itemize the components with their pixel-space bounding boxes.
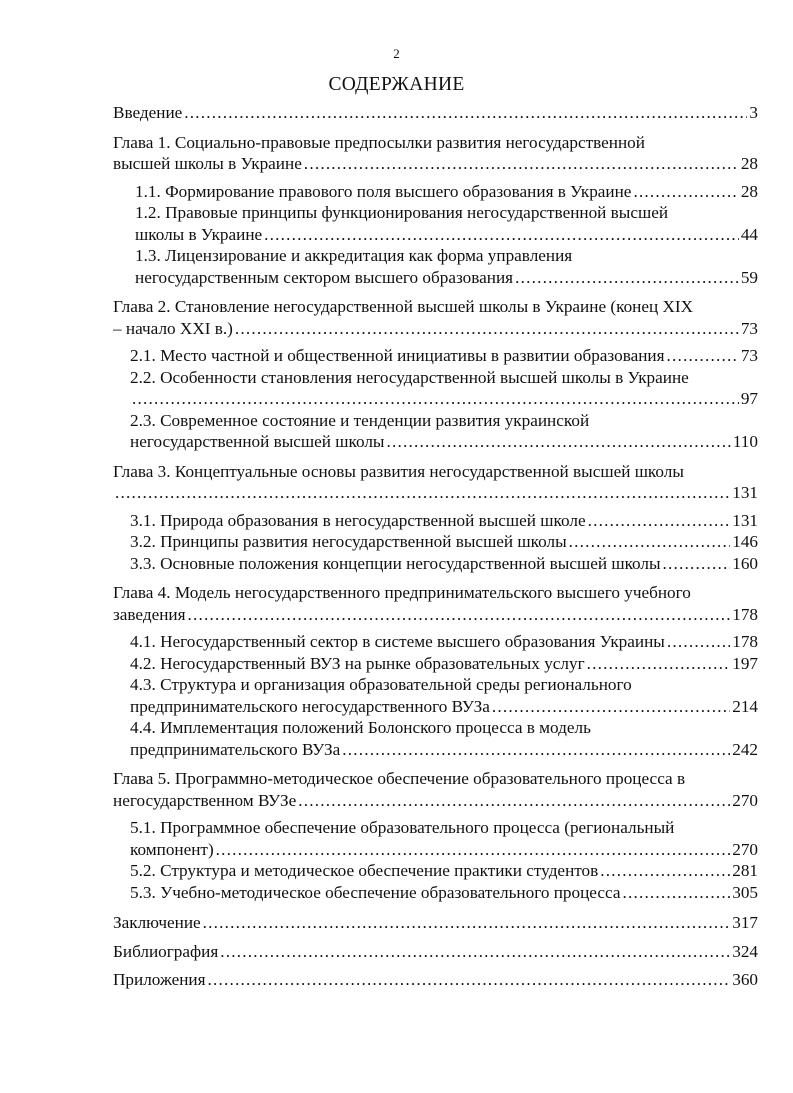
toc-entry-leader-row bbox=[113, 482, 758, 504]
dot-leader bbox=[216, 839, 731, 861]
page-number: 2 bbox=[393, 46, 400, 61]
dot-leader bbox=[667, 345, 739, 367]
toc-entry-title-line: Глава 2. Становление негосударственной высшей школы в Украине (конец XIX bbox=[113, 297, 694, 316]
dot-leader bbox=[264, 224, 739, 246]
toc-entry-leader-row bbox=[113, 790, 758, 812]
toc-entry[interactable] bbox=[130, 817, 758, 860]
dot-leader bbox=[184, 102, 747, 124]
toc-entry-title: 2.1. Место частной и общественной инициативы в развитии образования bbox=[130, 346, 665, 365]
toc-entry-title: заведения bbox=[113, 604, 186, 624]
toc-entry-leader-row bbox=[113, 102, 758, 124]
toc-entry-title: предпринимательского ВУЗа bbox=[130, 739, 341, 759]
toc-entry-page-number: 3 bbox=[749, 103, 758, 122]
dot-leader bbox=[663, 553, 731, 575]
dot-leader bbox=[132, 388, 739, 410]
toc-entry-title-line: 4.4. Имплементация положений Болонского процесса в модель bbox=[130, 718, 591, 737]
dot-leader bbox=[600, 860, 730, 882]
toc-entry-title: Библиография bbox=[113, 941, 219, 961]
toc-entry-title-line: 4.3. Структура и организация образовательной среды регионального bbox=[130, 675, 632, 694]
toc-entry-title-line: 5.1. Программное обеспечение образовательного процесса (региональный bbox=[130, 818, 675, 837]
toc-entry-title: Заключение bbox=[113, 913, 201, 932]
toc-entry-title: предпринимательского негосударственного ВУЗа bbox=[130, 696, 490, 716]
toc-entry-page-number: 178 bbox=[732, 604, 758, 624]
toc-entry-title-line: Глава 4. Модель негосударственного предпринимательского высшего учебного bbox=[113, 583, 691, 602]
toc-entry-leader-row bbox=[130, 653, 758, 675]
dot-leader bbox=[115, 482, 730, 504]
toc-entry[interactable] bbox=[113, 461, 758, 504]
toc-entry-title-line: 1.3. Лицензирование и аккредитация как форма управления bbox=[135, 246, 573, 265]
dot-leader bbox=[342, 739, 730, 761]
toc-entry[interactable] bbox=[135, 245, 758, 288]
toc-entry[interactable] bbox=[130, 510, 758, 532]
toc-entry[interactable] bbox=[135, 202, 758, 245]
toc-entry-leader-row bbox=[130, 345, 758, 367]
toc-entry-leader-row bbox=[135, 224, 758, 246]
toc-entry-page-number: 146 bbox=[732, 532, 758, 551]
dot-leader bbox=[220, 941, 730, 963]
dot-leader bbox=[633, 181, 738, 203]
dot-leader bbox=[203, 912, 731, 934]
toc-entry-leader-row bbox=[130, 631, 758, 653]
toc-entry-leader-row bbox=[113, 153, 758, 175]
toc-entry-page-number: 73 bbox=[740, 346, 758, 365]
toc-entry-leader-row bbox=[130, 510, 758, 532]
toc-entry-leader-row bbox=[113, 604, 758, 626]
toc-entry-leader-row bbox=[130, 696, 758, 718]
toc-entry-leader-row bbox=[130, 388, 758, 410]
dot-leader bbox=[304, 153, 739, 175]
toc-entry[interactable] bbox=[113, 102, 758, 124]
toc-entry-page-number: 281 bbox=[732, 861, 758, 880]
toc-entry-leader-row bbox=[135, 267, 758, 289]
toc-entry[interactable] bbox=[130, 553, 758, 575]
toc-entry-title-line: 2.2. Особенности становления негосударственной высшей школы в Украине bbox=[130, 367, 689, 387]
toc-entry[interactable] bbox=[113, 941, 758, 963]
toc-entry-page-number: 131 bbox=[732, 510, 758, 530]
toc-entry-title: 4.1. Негосударственный сектор в системе высшего образования Украины bbox=[130, 632, 665, 651]
toc-entry[interactable] bbox=[130, 860, 758, 882]
toc-entry-page-number: 59 bbox=[740, 267, 758, 287]
toc-entry-title: 5.2. Структура и методическое обеспечение практики студентов bbox=[130, 861, 599, 880]
dot-leader bbox=[569, 531, 731, 553]
table-of-contents bbox=[0, 102, 793, 991]
dot-leader bbox=[386, 431, 730, 453]
toc-entry-title: 3.1. Природа образования в негосударственной высшей школе bbox=[130, 510, 586, 530]
dot-leader bbox=[588, 510, 731, 532]
toc-entry-page-number: 28 bbox=[740, 181, 758, 201]
toc-entry[interactable] bbox=[113, 768, 758, 811]
toc-entry[interactable] bbox=[130, 531, 758, 553]
toc-entry-leader-row bbox=[130, 431, 758, 453]
toc-entry-title: 1.1. Формирование правового поля высшего образования в Украине bbox=[135, 181, 632, 201]
dot-leader bbox=[667, 631, 730, 653]
toc-entry[interactable] bbox=[130, 717, 758, 760]
toc-entry-leader-row bbox=[113, 912, 758, 934]
dot-leader bbox=[208, 969, 731, 991]
dot-leader bbox=[515, 267, 739, 289]
toc-entry-title: негосударственной высшей школы bbox=[130, 432, 385, 451]
toc-entry[interactable] bbox=[130, 367, 758, 410]
toc-entry-title-line: Глава 3. Концептуальные основы развития негосударственной высшей школы bbox=[113, 461, 684, 481]
toc-entry-leader-row bbox=[135, 181, 758, 203]
toc-entry[interactable] bbox=[135, 181, 758, 203]
toc-entry-leader-row bbox=[130, 739, 758, 761]
toc-entry-page-number: 242 bbox=[732, 739, 758, 759]
toc-entry-page-number: 305 bbox=[732, 882, 758, 902]
toc-entry-title: школы в Украине bbox=[135, 224, 263, 244]
dot-leader bbox=[235, 318, 739, 340]
toc-entry-page-number: 324 bbox=[732, 941, 758, 961]
dot-leader bbox=[622, 882, 730, 904]
toc-title: СОДЕРЖАНИЕ bbox=[328, 74, 465, 95]
toc-entry-title: 5.3. Учебно-методическое обеспечение образовательного процесса bbox=[130, 882, 621, 902]
toc-entry[interactable] bbox=[113, 582, 758, 625]
toc-entry[interactable] bbox=[113, 969, 758, 991]
toc-entry-leader-row bbox=[130, 882, 758, 904]
toc-entry-page-number: 97 bbox=[740, 389, 758, 408]
toc-entry-title: 4.2. Негосударственный ВУЗ на рынке образовательных услуг bbox=[130, 653, 585, 673]
toc-entry[interactable] bbox=[130, 345, 758, 367]
toc-entry-title-line: 2.3. Современное состояние и тенденции развития украинской bbox=[130, 410, 590, 430]
toc-entry[interactable] bbox=[113, 132, 758, 175]
toc-entry[interactable] bbox=[130, 410, 758, 453]
toc-entry[interactable] bbox=[130, 631, 758, 653]
toc-entry-page-number: 73 bbox=[740, 318, 758, 338]
toc-entry[interactable] bbox=[130, 674, 758, 717]
toc-entry-page-number: 270 bbox=[732, 790, 758, 810]
toc-entry-page-number: 360 bbox=[732, 970, 758, 989]
toc-entry-title: Введение bbox=[113, 103, 183, 122]
toc-entry-leader-row bbox=[130, 839, 758, 861]
toc-entry-title-line: Глава 5. Программно-методическое обеспечение образовательного процесса в bbox=[113, 769, 686, 788]
toc-entry-leader-row bbox=[130, 531, 758, 553]
toc-entry-page-number: 44 bbox=[740, 224, 758, 244]
toc-entry-title: 3.2. Принципы развития негосударственной высшей школы bbox=[130, 532, 567, 551]
dot-leader bbox=[188, 604, 731, 626]
dot-leader bbox=[587, 653, 731, 675]
toc-entry-leader-row bbox=[113, 318, 758, 340]
toc-entry[interactable] bbox=[130, 882, 758, 904]
toc-entry-page-number: 110 bbox=[732, 432, 758, 451]
toc-entry-title: Приложения bbox=[113, 970, 206, 989]
toc-entry-title-line: 1.2. Правовые принципы функционирования негосударственной высшей bbox=[135, 203, 669, 222]
toc-entry-title: компонент) bbox=[130, 839, 214, 859]
toc-entry[interactable] bbox=[130, 653, 758, 675]
toc-entry[interactable] bbox=[113, 912, 758, 934]
toc-entry-page-number: 160 bbox=[732, 553, 758, 573]
toc-entry-page-number: 317 bbox=[732, 913, 758, 932]
toc-entry-leader-row bbox=[113, 941, 758, 963]
toc-entry-leader-row bbox=[130, 553, 758, 575]
toc-entry-page-number: 131 bbox=[732, 483, 758, 502]
toc-entry[interactable] bbox=[113, 296, 758, 339]
toc-entry-title: 3.3. Основные положения концепции негосударственной высшей школы bbox=[130, 553, 661, 573]
toc-entry-title: высшей школы в Украине bbox=[113, 154, 302, 173]
toc-entry-leader-row bbox=[113, 969, 758, 991]
toc-entry-title: – начало XXI в.) bbox=[113, 318, 233, 338]
toc-entry-page-number: 214 bbox=[732, 696, 758, 716]
toc-entry-title: негосударственным сектором высшего образования bbox=[135, 267, 514, 287]
dot-leader bbox=[492, 696, 730, 718]
dot-leader bbox=[298, 790, 730, 812]
toc-entry-page-number: 28 bbox=[740, 154, 758, 173]
toc-entry-page-number: 197 bbox=[732, 653, 758, 673]
toc-entry-page-number: 270 bbox=[732, 839, 758, 859]
toc-entry-page-number: 178 bbox=[732, 632, 758, 651]
toc-entry-leader-row bbox=[130, 860, 758, 882]
toc-entry-title: негосударственном ВУЗе bbox=[113, 790, 297, 810]
toc-entry-title-line: Глава 1. Социально-правовые предпосылки развития негосударственной bbox=[113, 132, 645, 152]
